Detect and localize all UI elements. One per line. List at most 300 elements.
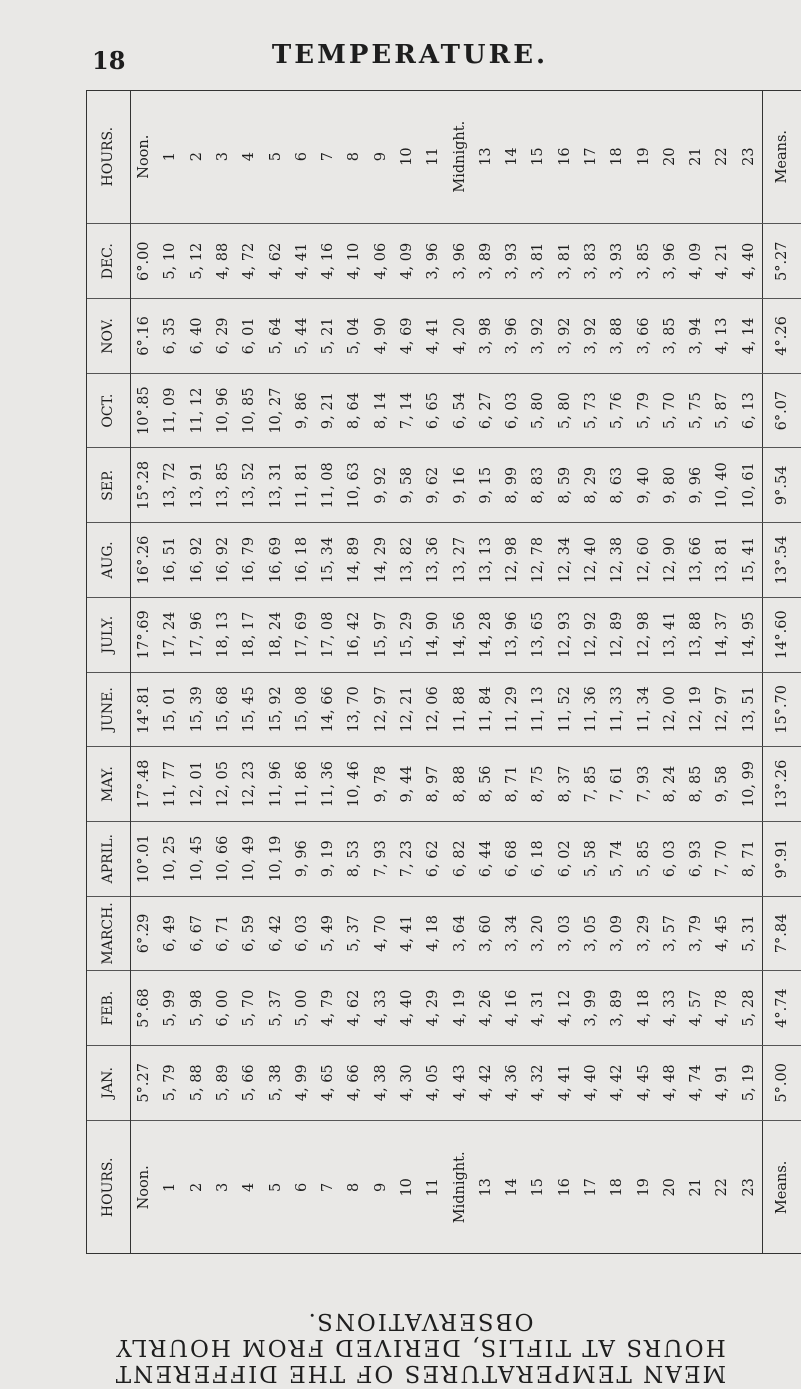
temperature-cell: 3, 93 xyxy=(499,224,525,299)
temperature-cell: 12, 89 xyxy=(604,597,630,672)
temperature-cell: 11, 29 xyxy=(499,672,525,747)
temperature-cell: 4, 79 xyxy=(315,971,341,1046)
temperature-cell: 4, 32 xyxy=(525,1045,551,1120)
temperature-cell: 13, 96 xyxy=(499,597,525,672)
temperature-cell: 14, 95 xyxy=(735,597,762,672)
temperature-cell: 9, 96 xyxy=(683,448,709,523)
temperature-cell: 3, 89 xyxy=(604,971,630,1046)
hour-label-right: 11 xyxy=(420,90,446,224)
temperature-cell: 5°.27 xyxy=(131,1045,158,1120)
temperature-cell: 5, 21 xyxy=(315,299,341,374)
table-header-row xyxy=(86,90,131,1254)
temperature-cell: 4, 05 xyxy=(420,1045,446,1120)
temperature-cell: 13, 36 xyxy=(420,523,446,598)
temperature-cell: 5, 28 xyxy=(735,971,762,1046)
temperature-cell: 6, 44 xyxy=(473,821,499,896)
temperature-cell: 3, 89 xyxy=(473,224,499,299)
table-row xyxy=(289,90,315,1254)
hour-label-right: 13 xyxy=(473,90,499,224)
table-row xyxy=(262,90,288,1254)
temperature-cell: 5, 00 xyxy=(289,971,315,1046)
hour-label: 18 xyxy=(609,1178,626,1197)
temperature-cell: 8, 97 xyxy=(420,747,446,822)
table-row xyxy=(394,90,420,1254)
temperature-cell: 12, 01 xyxy=(184,747,210,822)
temperature-cell: 3, 96 xyxy=(420,224,446,299)
temperature-cell: 15, 01 xyxy=(157,672,183,747)
temperature-cell: 9, 16 xyxy=(446,448,472,523)
temperature-cell: 5, 38 xyxy=(262,1045,288,1120)
temperature-cell: 4, 20 xyxy=(446,299,472,374)
temperature-cell: 4, 16 xyxy=(315,224,341,299)
hour-label-right: 10 xyxy=(394,90,420,224)
temperature-cell: 11, 33 xyxy=(604,672,630,747)
temperature-cell: 5, 64 xyxy=(262,299,288,374)
temperature-cell: 5, 99 xyxy=(157,971,183,1046)
hour-label: 19 xyxy=(635,1178,652,1197)
column-header-month: JUNE. xyxy=(86,672,131,747)
temperature-cell: 16, 42 xyxy=(341,597,367,672)
hour-label-right: 21 xyxy=(683,90,709,224)
mean-value: 9°.91 xyxy=(763,821,801,896)
hour-label: 5 xyxy=(267,1182,284,1192)
temperature-cell: 5, 98 xyxy=(184,971,210,1046)
temperature-cell: 14, 28 xyxy=(473,597,499,672)
hour-label-right: 4 xyxy=(236,90,262,224)
temperature-cell: 6, 54 xyxy=(446,373,472,448)
temperature-cell: 10°.85 xyxy=(131,373,158,448)
temperature-cell: 3, 60 xyxy=(473,896,499,971)
temperature-cell: 8, 37 xyxy=(552,747,578,822)
temperature-cell: 5, 70 xyxy=(657,373,683,448)
temperature-cell: 4, 09 xyxy=(683,224,709,299)
temperature-cell: 10, 46 xyxy=(341,747,367,822)
temperature-cell: 6, 49 xyxy=(157,896,183,971)
temperature-cell: 5, 80 xyxy=(525,373,551,448)
temperature-cell: 13, 66 xyxy=(683,523,709,598)
temperature-cell: 6, 03 xyxy=(289,896,315,971)
hour-label: 23 xyxy=(740,1178,757,1197)
temperature-cell: 10, 96 xyxy=(210,373,236,448)
temperature-cell: 4, 99 xyxy=(289,1045,315,1120)
temperature-cell: 10, 61 xyxy=(735,448,762,523)
temperature-cell: 4, 91 xyxy=(709,1045,735,1120)
temperature-cell: 6, 82 xyxy=(446,821,472,896)
temperature-cell: 6, 03 xyxy=(499,373,525,448)
temperature-cell: 15°.28 xyxy=(131,448,158,523)
temperature-cell: 10, 49 xyxy=(236,821,262,896)
temperature-cell: 5, 79 xyxy=(157,1045,183,1120)
mean-value: 13°.54 xyxy=(763,523,801,598)
mean-value: 4°.26 xyxy=(763,299,801,374)
mean-value: 4°.74 xyxy=(763,971,801,1046)
temperature-cell: 6, 35 xyxy=(157,299,183,374)
temperature-cell: 16, 18 xyxy=(289,523,315,598)
temperature-cell: 17, 69 xyxy=(289,597,315,672)
temperature-cell: 8, 24 xyxy=(657,747,683,822)
temperature-cell: 11, 09 xyxy=(157,373,183,448)
temperature-cell: 6, 27 xyxy=(473,373,499,448)
temperature-cell: 12, 00 xyxy=(657,672,683,747)
temperature-cell: 14°.81 xyxy=(131,672,158,747)
hour-label: 7 xyxy=(320,1182,337,1192)
mean-value: 15°.70 xyxy=(763,672,801,747)
table-row xyxy=(184,90,210,1254)
temperature-cell: 3, 94 xyxy=(683,299,709,374)
temperature-cell: 9, 62 xyxy=(420,448,446,523)
temperature-cell: 15, 45 xyxy=(236,672,262,747)
temperature-cell: 12, 19 xyxy=(683,672,709,747)
temperature-cell: 10, 27 xyxy=(262,373,288,448)
temperature-cell: 4, 40 xyxy=(578,1045,604,1120)
temperature-cell: 10, 63 xyxy=(341,448,367,523)
temperature-cell: 3, 92 xyxy=(578,299,604,374)
temperature-cell: 4, 62 xyxy=(341,971,367,1046)
temperature-cell: 14, 56 xyxy=(446,597,472,672)
table-row xyxy=(236,90,262,1254)
temperature-cell: 11, 12 xyxy=(184,373,210,448)
temperature-cell: 9, 92 xyxy=(368,448,394,523)
hour-label: 8 xyxy=(346,1182,363,1192)
temperature-cell: 12, 98 xyxy=(499,523,525,598)
temperature-cell: 8, 83 xyxy=(525,448,551,523)
table-row xyxy=(446,90,472,1254)
temperature-cell: 4, 72 xyxy=(236,224,262,299)
temperature-table xyxy=(86,90,801,1254)
hour-label: 1 xyxy=(162,1182,179,1192)
temperature-cell: 3, 85 xyxy=(657,299,683,374)
hour-label-right: Noon. xyxy=(131,90,158,224)
temperature-cell: 17, 96 xyxy=(184,597,210,672)
temperature-cell: 9, 19 xyxy=(315,821,341,896)
temperature-cell: 12, 97 xyxy=(709,672,735,747)
temperature-cell: 13, 41 xyxy=(657,597,683,672)
hour-label-right: 18 xyxy=(604,90,630,224)
temperature-cell: 7, 93 xyxy=(368,821,394,896)
temperature-cell: 9, 80 xyxy=(657,448,683,523)
temperature-cell: 12, 05 xyxy=(210,747,236,822)
temperature-cell: 5, 76 xyxy=(604,373,630,448)
temperature-cell: 9, 15 xyxy=(473,448,499,523)
hour-label-right: 7 xyxy=(315,90,341,224)
temperature-cell: 16, 51 xyxy=(157,523,183,598)
temperature-cell: 8, 85 xyxy=(683,747,709,822)
mean-value: 6°.07 xyxy=(763,373,801,448)
temperature-cell: 10, 25 xyxy=(157,821,183,896)
temperature-cell: 3, 09 xyxy=(604,896,630,971)
temperature-cell: 7, 93 xyxy=(630,747,656,822)
temperature-cell: 11, 86 xyxy=(289,747,315,822)
temperature-cell: 8, 99 xyxy=(499,448,525,523)
temperature-cell: 9, 78 xyxy=(368,747,394,822)
temperature-cell: 12, 34 xyxy=(552,523,578,598)
column-header-month: JULY. xyxy=(86,597,131,672)
table-row xyxy=(683,90,709,1254)
temperature-cell: 6, 40 xyxy=(184,299,210,374)
temperature-cell: 4, 40 xyxy=(735,224,762,299)
temperature-cell: 6, 18 xyxy=(525,821,551,896)
table-row xyxy=(525,90,551,1254)
hour-label-right: 9 xyxy=(368,90,394,224)
temperature-cell: 13, 27 xyxy=(446,523,472,598)
temperature-cell: 5, 88 xyxy=(184,1045,210,1120)
temperature-cell: 5, 87 xyxy=(709,373,735,448)
temperature-cell: 8, 59 xyxy=(552,448,578,523)
running-head: TEMPERATURE. xyxy=(271,40,549,70)
temperature-cell: 12, 90 xyxy=(657,523,683,598)
temperature-cell: 3, 29 xyxy=(630,896,656,971)
temperature-cell: 12, 93 xyxy=(552,597,578,672)
temperature-cell: 5, 70 xyxy=(236,971,262,1046)
temperature-cell: 8, 75 xyxy=(525,747,551,822)
temperature-cell: 4, 06 xyxy=(368,224,394,299)
temperature-cell: 5, 19 xyxy=(735,1045,762,1120)
temperature-cell: 16, 92 xyxy=(210,523,236,598)
hour-label: 16 xyxy=(556,1178,573,1197)
temperature-cell: 13, 82 xyxy=(394,523,420,598)
table-row xyxy=(368,90,394,1254)
temperature-cell: 4, 66 xyxy=(341,1045,367,1120)
temperature-cell: 16°.26 xyxy=(131,523,158,598)
temperature-cell: 8, 64 xyxy=(341,373,367,448)
means-label: Means. xyxy=(763,1120,801,1254)
hour-label: 21 xyxy=(688,1178,705,1197)
temperature-cell: 4, 57 xyxy=(683,971,709,1046)
table-row xyxy=(420,90,446,1254)
temperature-cell: 7, 70 xyxy=(709,821,735,896)
temperature-cell: 18, 17 xyxy=(236,597,262,672)
temperature-cell: 5, 44 xyxy=(289,299,315,374)
column-header-month: SEP. xyxy=(86,448,131,523)
temperature-cell: 8, 56 xyxy=(473,747,499,822)
column-header-month: DEC. xyxy=(86,224,131,299)
hour-label-right: 19 xyxy=(630,90,656,224)
temperature-cell: 4, 14 xyxy=(735,299,762,374)
table-row xyxy=(315,90,341,1254)
temperature-cell: 3, 92 xyxy=(525,299,551,374)
hour-label-right: 17 xyxy=(578,90,604,224)
temperature-cell: 12, 92 xyxy=(578,597,604,672)
table-row xyxy=(499,90,525,1254)
temperature-cell: 4, 45 xyxy=(630,1045,656,1120)
hour-label: 3 xyxy=(215,1182,231,1192)
temperature-cell: 6, 93 xyxy=(683,821,709,896)
temperature-cell: 6°.00 xyxy=(131,224,158,299)
hour-label-right: 20 xyxy=(657,90,683,224)
temperature-cell: 5, 80 xyxy=(552,373,578,448)
temperature-cell: 16, 79 xyxy=(236,523,262,598)
temperature-cell: 10°.01 xyxy=(131,821,158,896)
temperature-cell: 5, 04 xyxy=(341,299,367,374)
hour-label: 11 xyxy=(425,1178,442,1197)
temperature-cell: 8, 29 xyxy=(578,448,604,523)
hour-label: 15 xyxy=(530,1178,547,1197)
temperature-table-wrapper xyxy=(86,90,801,1254)
temperature-cell: 10, 40 xyxy=(709,448,735,523)
temperature-cell: 4, 41 xyxy=(420,299,446,374)
temperature-cell: 3, 57 xyxy=(657,896,683,971)
temperature-cell: 8, 71 xyxy=(735,821,762,896)
temperature-cell: 11, 52 xyxy=(552,672,578,747)
temperature-cell: 13, 31 xyxy=(262,448,288,523)
hour-label: 20 xyxy=(661,1178,678,1197)
hour-label-right: 16 xyxy=(552,90,578,224)
temperature-cell: 15, 41 xyxy=(735,523,762,598)
temperature-cell: 17°.69 xyxy=(131,597,158,672)
temperature-cell: 3, 85 xyxy=(630,224,656,299)
temperature-cell: 12, 40 xyxy=(578,523,604,598)
means-row xyxy=(763,90,801,1254)
temperature-cell: 4, 42 xyxy=(473,1045,499,1120)
temperature-cell: 15, 29 xyxy=(394,597,420,672)
temperature-cell: 12, 23 xyxy=(236,747,262,822)
temperature-cell: 4, 18 xyxy=(630,971,656,1046)
temperature-cell: 11, 36 xyxy=(578,672,604,747)
temperature-cell: 15, 92 xyxy=(262,672,288,747)
hour-label-right: 2 xyxy=(184,90,210,224)
column-header-month: AUG. xyxy=(86,523,131,598)
temperature-cell: 4, 10 xyxy=(341,224,367,299)
mean-value: 9°.54 xyxy=(763,448,801,523)
temperature-cell: 8, 53 xyxy=(341,821,367,896)
temperature-cell: 10, 45 xyxy=(184,821,210,896)
temperature-cell: 9, 40 xyxy=(630,448,656,523)
temperature-cell: 5, 31 xyxy=(735,896,762,971)
hour-label-right: 23 xyxy=(735,90,762,224)
table-body xyxy=(131,90,763,1254)
table-row xyxy=(630,90,656,1254)
temperature-cell: 11, 81 xyxy=(289,448,315,523)
temperature-cell: 4, 41 xyxy=(394,896,420,971)
mean-value: 7°.84 xyxy=(763,896,801,971)
temperature-cell: 3, 93 xyxy=(604,224,630,299)
mean-value: 5°.00 xyxy=(763,1045,801,1120)
temperature-cell: 8, 71 xyxy=(499,747,525,822)
temperature-cell: 3, 66 xyxy=(630,299,656,374)
table-row xyxy=(709,90,735,1254)
temperature-cell: 6, 59 xyxy=(236,896,262,971)
hour-label-right: 6 xyxy=(289,90,315,224)
temperature-cell: 8, 63 xyxy=(604,448,630,523)
table-caption: MEAN TEMPERATURES OF THE DIFFERENT HOURS AT TIFLIS, DERIVED FROM HOURLY OBSERVATIONS. xyxy=(113,1308,727,1386)
temperature-cell: 4, 45 xyxy=(709,896,735,971)
temperature-cell: 15, 39 xyxy=(184,672,210,747)
temperature-cell: 13, 72 xyxy=(157,448,183,523)
temperature-cell: 5, 74 xyxy=(604,821,630,896)
temperature-cell: 12, 38 xyxy=(604,523,630,598)
temperature-cell: 15, 97 xyxy=(368,597,394,672)
temperature-cell: 15, 34 xyxy=(315,523,341,598)
temperature-cell: 4, 16 xyxy=(499,971,525,1046)
hour-label: 10 xyxy=(398,1178,415,1197)
temperature-cell: 7, 85 xyxy=(578,747,604,822)
temperature-cell: 13, 85 xyxy=(210,448,236,523)
hour-label-right: Midnight. xyxy=(446,90,472,224)
temperature-cell: 4, 62 xyxy=(262,224,288,299)
temperature-cell: 17, 08 xyxy=(315,597,341,672)
temperature-cell: 5, 12 xyxy=(184,224,210,299)
temperature-cell: 11, 88 xyxy=(446,672,472,747)
temperature-cell: 7, 61 xyxy=(604,747,630,822)
temperature-cell: 3, 98 xyxy=(473,299,499,374)
temperature-cell: 10, 19 xyxy=(262,821,288,896)
hour-label-right: 1 xyxy=(157,90,183,224)
temperature-cell: 3, 05 xyxy=(578,896,604,971)
temperature-cell: 11, 08 xyxy=(315,448,341,523)
temperature-cell: 4, 29 xyxy=(420,971,446,1046)
temperature-cell: 11, 77 xyxy=(157,747,183,822)
temperature-cell: 4, 19 xyxy=(446,971,472,1046)
column-header-hours: HOURS. xyxy=(86,1120,131,1254)
temperature-cell: 3, 99 xyxy=(578,971,604,1046)
temperature-cell: 5, 89 xyxy=(210,1045,236,1120)
temperature-cell: 13, 81 xyxy=(709,523,735,598)
temperature-cell: 6, 00 xyxy=(210,971,236,1046)
table-row xyxy=(131,90,158,1254)
table-row xyxy=(604,90,630,1254)
temperature-cell: 4, 12 xyxy=(552,971,578,1046)
temperature-cell: 9, 21 xyxy=(315,373,341,448)
temperature-cell: 7, 14 xyxy=(394,373,420,448)
temperature-cell: 18, 24 xyxy=(262,597,288,672)
temperature-cell: 13, 91 xyxy=(184,448,210,523)
temperature-cell: 9, 58 xyxy=(709,747,735,822)
temperature-cell: 4, 74 xyxy=(683,1045,709,1120)
temperature-cell: 3, 79 xyxy=(683,896,709,971)
column-header-month: MARCH. xyxy=(86,896,131,971)
temperature-cell: 3, 96 xyxy=(446,224,472,299)
temperature-cell: 5, 79 xyxy=(630,373,656,448)
temperature-cell: 8, 88 xyxy=(446,747,472,822)
temperature-cell: 12, 60 xyxy=(630,523,656,598)
temperature-cell: 5, 73 xyxy=(578,373,604,448)
temperature-cell: 4, 43 xyxy=(446,1045,472,1120)
temperature-cell: 3, 96 xyxy=(499,299,525,374)
temperature-cell: 9, 58 xyxy=(394,448,420,523)
temperature-cell: 6, 01 xyxy=(236,299,262,374)
table-row xyxy=(473,90,499,1254)
hour-label: 13 xyxy=(477,1178,494,1197)
temperature-cell: 4, 41 xyxy=(552,1045,578,1120)
temperature-cell: 9, 44 xyxy=(394,747,420,822)
temperature-cell: 6, 29 xyxy=(210,299,236,374)
column-header-month: APRIL. xyxy=(86,821,131,896)
table-row xyxy=(552,90,578,1254)
temperature-cell: 3, 81 xyxy=(525,224,551,299)
temperature-cell: 4, 31 xyxy=(525,971,551,1046)
temperature-cell: 6°.29 xyxy=(131,896,158,971)
hour-label: 14 xyxy=(504,1178,521,1197)
temperature-cell: 5, 85 xyxy=(630,821,656,896)
table-row xyxy=(735,90,762,1254)
temperature-cell: 10, 85 xyxy=(236,373,262,448)
temperature-cell: 3, 96 xyxy=(657,224,683,299)
temperature-cell: 4, 41 xyxy=(289,224,315,299)
temperature-cell: 3, 64 xyxy=(446,896,472,971)
temperature-cell: 6°.16 xyxy=(131,299,158,374)
temperature-cell: 4, 30 xyxy=(394,1045,420,1120)
temperature-cell: 6, 03 xyxy=(657,821,683,896)
temperature-cell: 3, 20 xyxy=(525,896,551,971)
temperature-cell: 4, 48 xyxy=(657,1045,683,1120)
temperature-cell: 8, 14 xyxy=(368,373,394,448)
column-header-month: MAY. xyxy=(86,747,131,822)
temperature-cell: 10, 99 xyxy=(735,747,762,822)
temperature-cell: 12, 78 xyxy=(525,523,551,598)
temperature-cell: 5, 58 xyxy=(578,821,604,896)
temperature-cell: 5, 37 xyxy=(341,896,367,971)
temperature-cell: 13, 88 xyxy=(683,597,709,672)
